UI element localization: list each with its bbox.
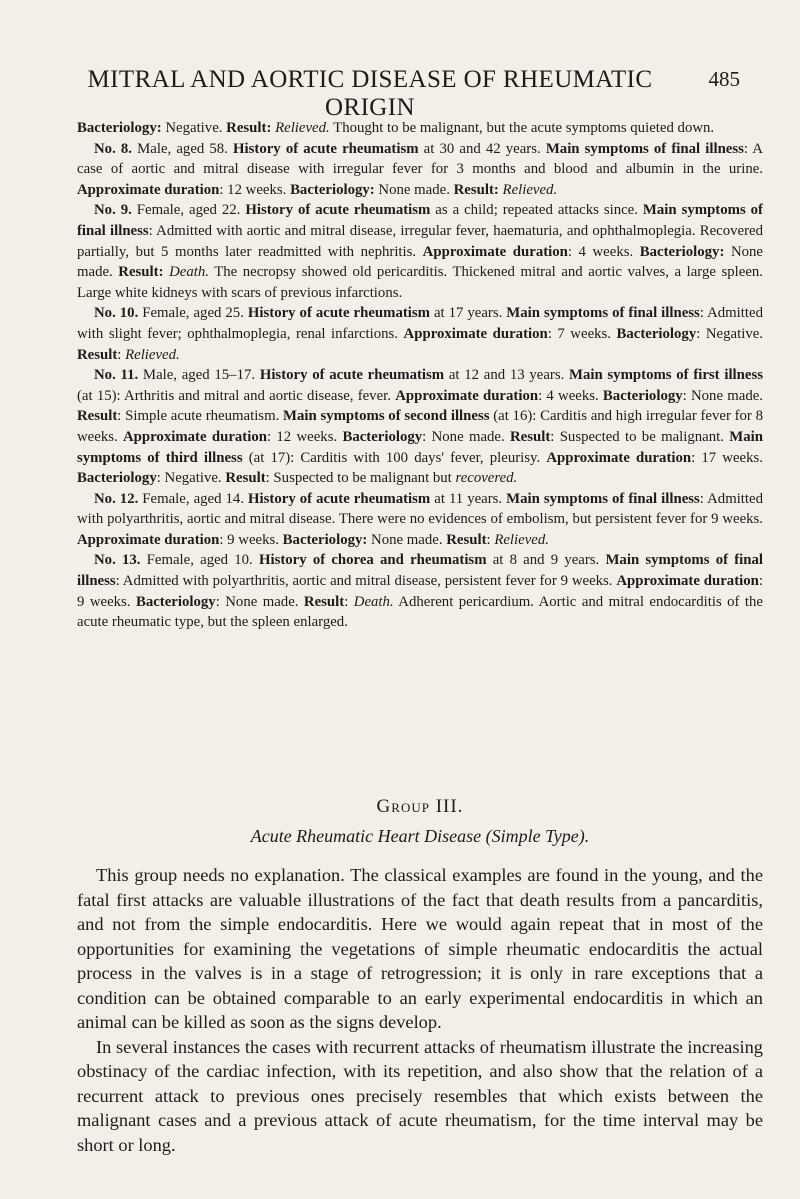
running-title: MITRAL AND AORTIC DISEASE OF RHEUMATIC ORIGIN: [87, 66, 653, 121]
case-9: No. 9. Female, aged 22. History of acute rheumatism as a child; repeated attacks since. Main symptoms of final illness: Admitted with aortic and mitral disease, irregular fever, haematuria, and ophthalmoplegia. Recovered partially, but 5 months later readmitted with nephritis. Approximate duration: 4 weeks. Bacteriology: None made. Result: Death. The necropsy showed old pericarditis. Thickened mitral and aortic valves, a large spleen. Large white kidneys with scars of previous infarctions.: [77, 202, 764, 301]
body-paragraph-1: This group needs no explanation. The classical examples are found in the young, and the fatal first attacks are valuable illustrations of the fact that death results from a pancarditis, and not from the simple endocarditis. Here we would again repeat that in most of the opportunities for examining the vegetations of simple rheumatic endocarditis the actual process in the valves is in a stage of retrogression; it is only in rare exceptions that a condition can be obtained comparable to an early experimental endocarditis in which an animal can be killed as soon as the signs develop.: [77, 865, 763, 1032]
case-11: No. 11. Male, aged 15–17. History of acute rheumatism at 12 and 13 years. Main symptoms of first illness (at 15): Arthritis and mitral and aortic disease, fever. Approximate duration: 4 weeks. Bacteriology: None made. Result: Simple acute rheumatism. Main symptoms of second illness (at 16): Carditis and high irregular fever for 8 weeks. Approximate duration: 12 weeks. Bacteriology: None made. Result: Suspected to be malignant. Main symptoms of third illness (at 17): Carditis with 100 days' fever, pleurisy. Approximate duration: 17 weeks. Bacteriology: Negative. Result: Suspected to be malignant but recovered.: [77, 367, 763, 487]
group-subtitle: Acute Rheumatic Heart Disease (Simple Type).: [250, 826, 590, 846]
case-8: No. 8. Male, aged 58. History of acute rheumatism at 30 and 42 years. Main symptoms of final illness: A case of aortic and mitral disease with irregular fever for 3 months and blood and albumin in the urine. Approximate duration: 12 weeks. Bacteriology: None made. Result: Relieved.: [77, 140, 763, 198]
page-number: 485: [708, 67, 740, 91]
running-head: [60, 66, 740, 121]
case-continuation: Bacteriology: Negative. Result: Relieved. Thought to be malignant, but the acute symptoms quieted down.: [77, 120, 715, 136]
case-10: No. 10. Female, aged 25. History of acute rheumatism at 17 years. Main symptoms of final illness: Admitted with slight fever; ophthalmoplegia, renal infarctions. Approximate duration: 7 weeks. Bacteriology: Negative. Result: Relieved.: [77, 305, 763, 363]
case-13: No. 13. Female, aged 10. History of chorea and rheumatism at 8 and 9 years. Main symptoms of final illness: Admitted with polyarthritis, aortic and mitral disease, persistent fever for 9 weeks. Approximate duration: 9 weeks. Bacteriology: None made. Result: Death. Adherent pericardium. Aortic and mitral endocarditis of the acute rheumatic type, but the spleen enlarged.: [77, 552, 763, 631]
group-heading: Group III.: [376, 796, 464, 817]
case-records: [77, 118, 763, 633]
case-12: No. 12. Female, aged 14. History of acute rheumatism at 11 years. Main symptoms of final illness: Admitted with polyarthritis, aortic and mitral disease. There were no evidences of embolism, but persistent fever for 9 weeks. Approximate duration: 9 weeks. Bacteriology: None made. Result: Relieved.: [77, 490, 763, 548]
body-text: [77, 863, 763, 1157]
body-paragraph-2: In several instances the cases with recurrent attacks of rheumatism illustrate the increasing obstinacy of the cardiac infection, with its repetition, and also show that the relation of a recurrent attack to previous ones precisely resembles that which exists between the malignant cases and a previous attack of acute rheumatism, for the time interval may be short or long.: [77, 1036, 763, 1155]
